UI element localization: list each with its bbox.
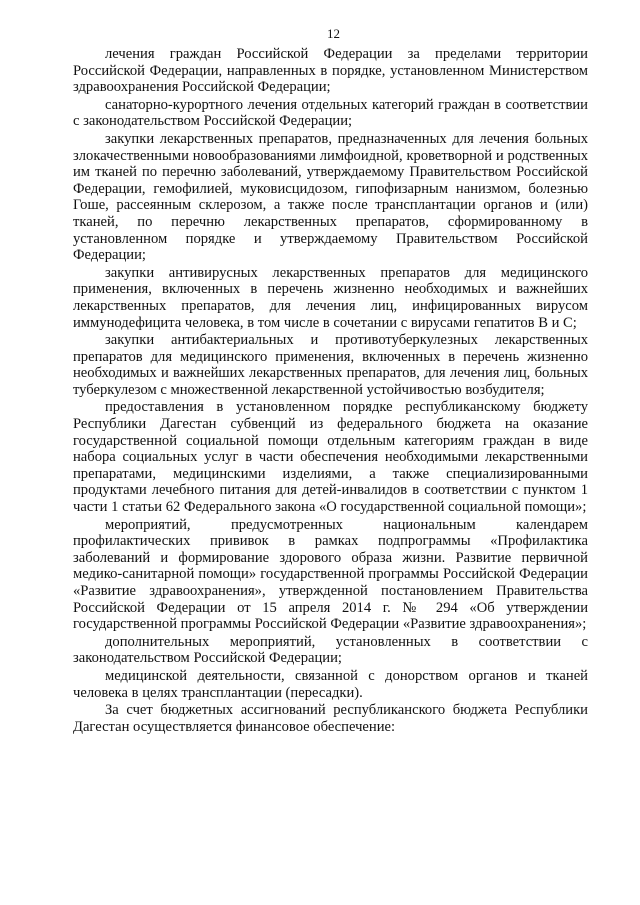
paragraph-subventions: предоставления в установленном порядке республиканскому бюджету Республики Дагестан субвенций из федерального бюджета на оказание государственной социальной помощи отдельным категориям граждан в виде набора социальных услуг в части обеспечения необходимыми лекарственными препаратами, медицинскими изделиями, а также специализированными продуктами лечебного питания для детей-инвалидов в соответствии с пунктом 1 части 1 статьи 62 Федерального закона «О государственной социальной помощи»; bbox=[73, 399, 588, 516]
paragraph-antibacterial-procurement: закупки антибактериальных и противотуберкулезных лекарственных препаратов для медицинского применения, включенных в перечень жизненно необходимых и важнейших лекарственных препаратов, для лечения лиц, больных туберкулезом с множественной лекарственной устойчивостью возбудителя; bbox=[73, 332, 588, 398]
paragraph-organ-donation: медицинской деятельности, связанной с донорством органов и тканей человека в целях трансплантации (пересадки). bbox=[73, 667, 588, 701]
paragraph-drug-procurement-oncology: закупки лекарственных препаратов, предназначенных для лечения больных злокачественными новообразованиями лимфоидной, кроветворной и родственных им тканей по перечню заболеваний, утверждаемому Правительством Российской Федерации, гемофилией, муковисцидозом, гипофизарным нанизмом, болезнью Гоше, рассеянным склерозом, а также после трансплантации органов и (или) тканей, по перечню лекарственных препаратов, сформированному в установленном порядке и утверждаемому Правительством Российской Федерации; bbox=[73, 130, 588, 264]
paragraph-spa-treatment: санаторно-курортного лечения отдельных категорий граждан в соответствии с законодательством Российской Федерации; bbox=[73, 96, 588, 130]
page-number: 12 bbox=[327, 26, 340, 41]
paragraph-budget-funding: За счет бюджетных ассигнований республиканского бюджета Республики Дагестан осуществляется финансовое обеспечение: bbox=[73, 702, 588, 735]
paragraph-treatment-abroad: лечения граждан Российской Федерации за пределами территории Российской Федерации, направленных в порядке, установленном Министерством здравоохранения Российской Федерации; bbox=[73, 46, 588, 96]
document-body bbox=[73, 46, 588, 735]
paragraph-vaccination-calendar: мероприятий, предусмотренных национальным календарем профилактических прививок в рамках подпрограммы «Профилактика заболеваний и формирование здорового образа жизни. Развитие первичной медико-санитарной помощи» государственной программы Российской Федерации «Развитие здравоохранения», утвержденной постановлением Правительства Российской Федерации от 15 апреля 2014 г. № 294 «Об утверждении государственной программы Российской Федерации «Развитие здравоохранения»; bbox=[73, 516, 588, 633]
paragraph-antiviral-procurement: закупки антивирусных лекарственных препаратов для медицинского применения, включенных в перечень жизненно необходимых и важнейших лекарственных препаратов, для лечения лиц, инфицированных вирусом иммунодефицита человека, в том числе в сочетании с вирусами гепатитов В и С; bbox=[73, 264, 588, 331]
paragraph-additional-measures: дополнительных мероприятий, установленных в соответствии с законодательством Российской Федерации; bbox=[73, 633, 588, 667]
